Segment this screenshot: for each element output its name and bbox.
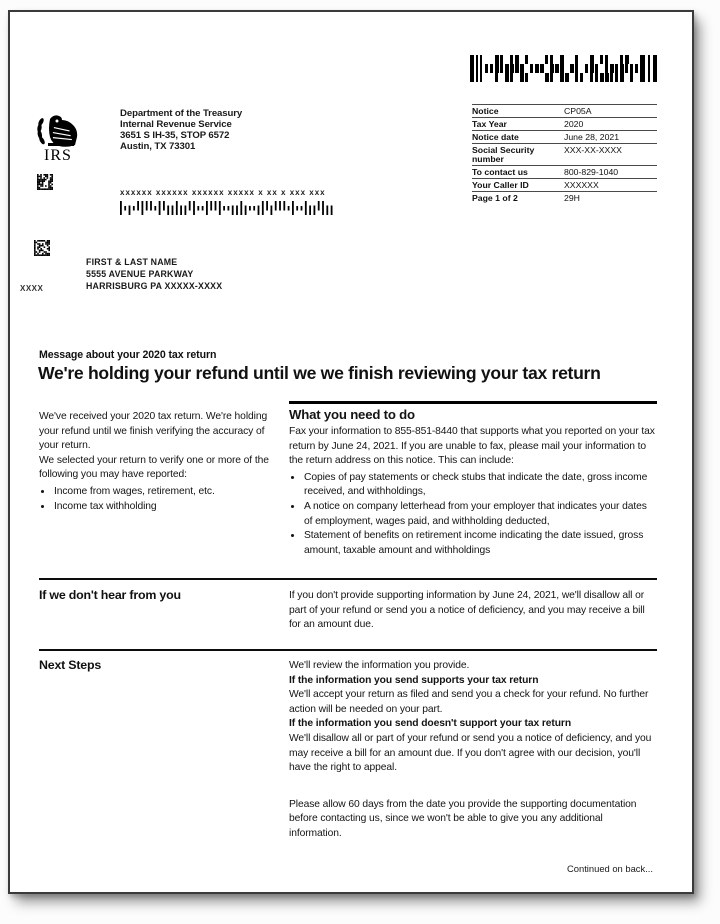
- closing-paragraph: Please allow 60 days from the date you provide the supporting documentation before contacting us, since we won't be able to give you any additional information.: [289, 798, 637, 839]
- table-row: [472, 105, 657, 118]
- section-heading: If we don't hear from you: [39, 588, 181, 602]
- notice-date-label: Notice date: [472, 130, 564, 143]
- what-you-need-to-do-section: [289, 401, 657, 558]
- notice-date-value: June 28, 2021: [564, 130, 657, 143]
- intro-paragraph: We've received your 2020 tax return. We're holding your refund until we finish verifying the accuracy of your return.: [39, 411, 268, 452]
- section-divider: [39, 578, 657, 580]
- table-row: [472, 191, 657, 203]
- intro-paragraph: We selected your return to verify one or more of the following you may have reported:: [39, 454, 269, 481]
- ssn-value: XXX-XX-XXXX: [564, 143, 657, 165]
- list-item: • Income from wages, retirement, etc.: [53, 485, 281, 500]
- sender-address-line: Department of the Treasury: [120, 108, 243, 119]
- table-row: [472, 165, 657, 178]
- section-heading: What you need to do: [289, 406, 415, 422]
- notice-value: CP05A: [564, 105, 657, 118]
- documents-bullet-list: [289, 471, 657, 559]
- intro-column: [39, 410, 281, 514]
- recipient-street: 5555 AVENUE PARKWAY: [86, 269, 194, 279]
- sender-address-line: 3651 S IH-35, STOP 6572: [120, 130, 230, 141]
- page-label: Page 1 of 2: [472, 192, 518, 203]
- next-steps-section: [289, 659, 657, 842]
- ssn-label: Social Security number: [472, 143, 564, 165]
- irs-notice-page: [8, 10, 694, 894]
- datamatrix-barcode-icon: [37, 174, 53, 190]
- caller-id-value: XXXXXX: [564, 178, 657, 191]
- recipient-address: [86, 256, 222, 292]
- section-paragraph: Fax your information to 855-851-8440 that supports what you reported on your tax return by June 24, 2021. If you are unable to fax, please mail your information to the return address on this notice. This can include:: [289, 426, 655, 467]
- tax-year-value: 2020: [564, 117, 657, 130]
- recipient-city: HARRISBURG PA XXXXX-XXXX: [86, 281, 223, 291]
- continued-on-back-note: Continued on back...: [567, 863, 653, 874]
- page-title: We're holding your refund until we we finish reviewing your tax return: [38, 363, 601, 383]
- notice-barcode: [470, 55, 660, 82]
- irs-logo-text: IRS: [44, 147, 72, 164]
- section-paragraph: We'll accept your return as filed and send you a check for your refund. No further action will be needed on your part.: [289, 689, 649, 715]
- section-heading: Next Steps: [39, 658, 102, 672]
- section-paragraph: If you don't provide supporting information by June 24, 2021, we'll disallow all or part of your refund or send you a notice of deficiency, and you may receive a bill for an amount due.: [289, 590, 645, 631]
- sender-address: [120, 108, 242, 152]
- if-we-dont-hear-section: [289, 589, 657, 633]
- headline-block: [38, 349, 678, 384]
- sub-heading: If the information you send doesn't support your tax return: [289, 718, 572, 730]
- headline-kicker: Message about your 2020 tax return: [39, 349, 217, 361]
- table-row: [472, 178, 657, 191]
- section-paragraph: We'll review the information you provide.: [289, 660, 470, 671]
- section-paragraph: We'll disallow all or part of your refund or send you a notice of deficiency, and you may receive a bill for an amount due. If you don't agree with our decision, you'll have the right to appeal.: [289, 732, 652, 774]
- sub-heading: If the information you send supports your tax return: [289, 674, 539, 686]
- recipient-name: FIRST & LAST NAME: [86, 257, 178, 267]
- sender-address-line: Internal Revenue Service: [120, 119, 232, 130]
- table-row: [472, 117, 657, 130]
- caller-id-label: Your Caller ID: [472, 178, 564, 191]
- notice-info-table: [472, 104, 657, 204]
- sender-address-line: Austin, TX 73301: [120, 141, 196, 152]
- notice-label: Notice: [472, 105, 564, 118]
- table-row: [472, 130, 657, 143]
- mail-routing-line: xxxxxx xxxxxx xxxxxx xxxxx x xx x xxx xxx: [120, 188, 326, 197]
- section-divider: [39, 649, 657, 651]
- irs-eagle-icon: [36, 113, 80, 149]
- list-item: • Statement of benefits on retirement income indicating the date issued, gross amount, taxable amount and withholdings: [303, 529, 657, 558]
- intro-bullet-list: [39, 485, 281, 514]
- list-item: • Income tax withholding: [53, 500, 281, 515]
- section-rule: [289, 401, 657, 404]
- list-item: • A notice on company letterhead from your employer that indicates your dates of employment, wages paid, and withholding deducted,: [303, 500, 657, 529]
- contact-value: 800-829-1040: [564, 165, 657, 178]
- postal-barcode: [120, 201, 336, 215]
- list-item: • Copies of pay statements or check stubs that indicate the date, gross income received, and withholdings,: [303, 471, 657, 500]
- datamatrix-barcode-icon: [34, 240, 50, 256]
- tax-year-label: Tax Year: [472, 117, 564, 130]
- page-value: 29H: [564, 192, 580, 203]
- irs-logo: [34, 113, 82, 163]
- table-row: [472, 143, 657, 165]
- contact-label: To contact us: [472, 165, 564, 178]
- margin-code: XXXX: [20, 284, 44, 293]
